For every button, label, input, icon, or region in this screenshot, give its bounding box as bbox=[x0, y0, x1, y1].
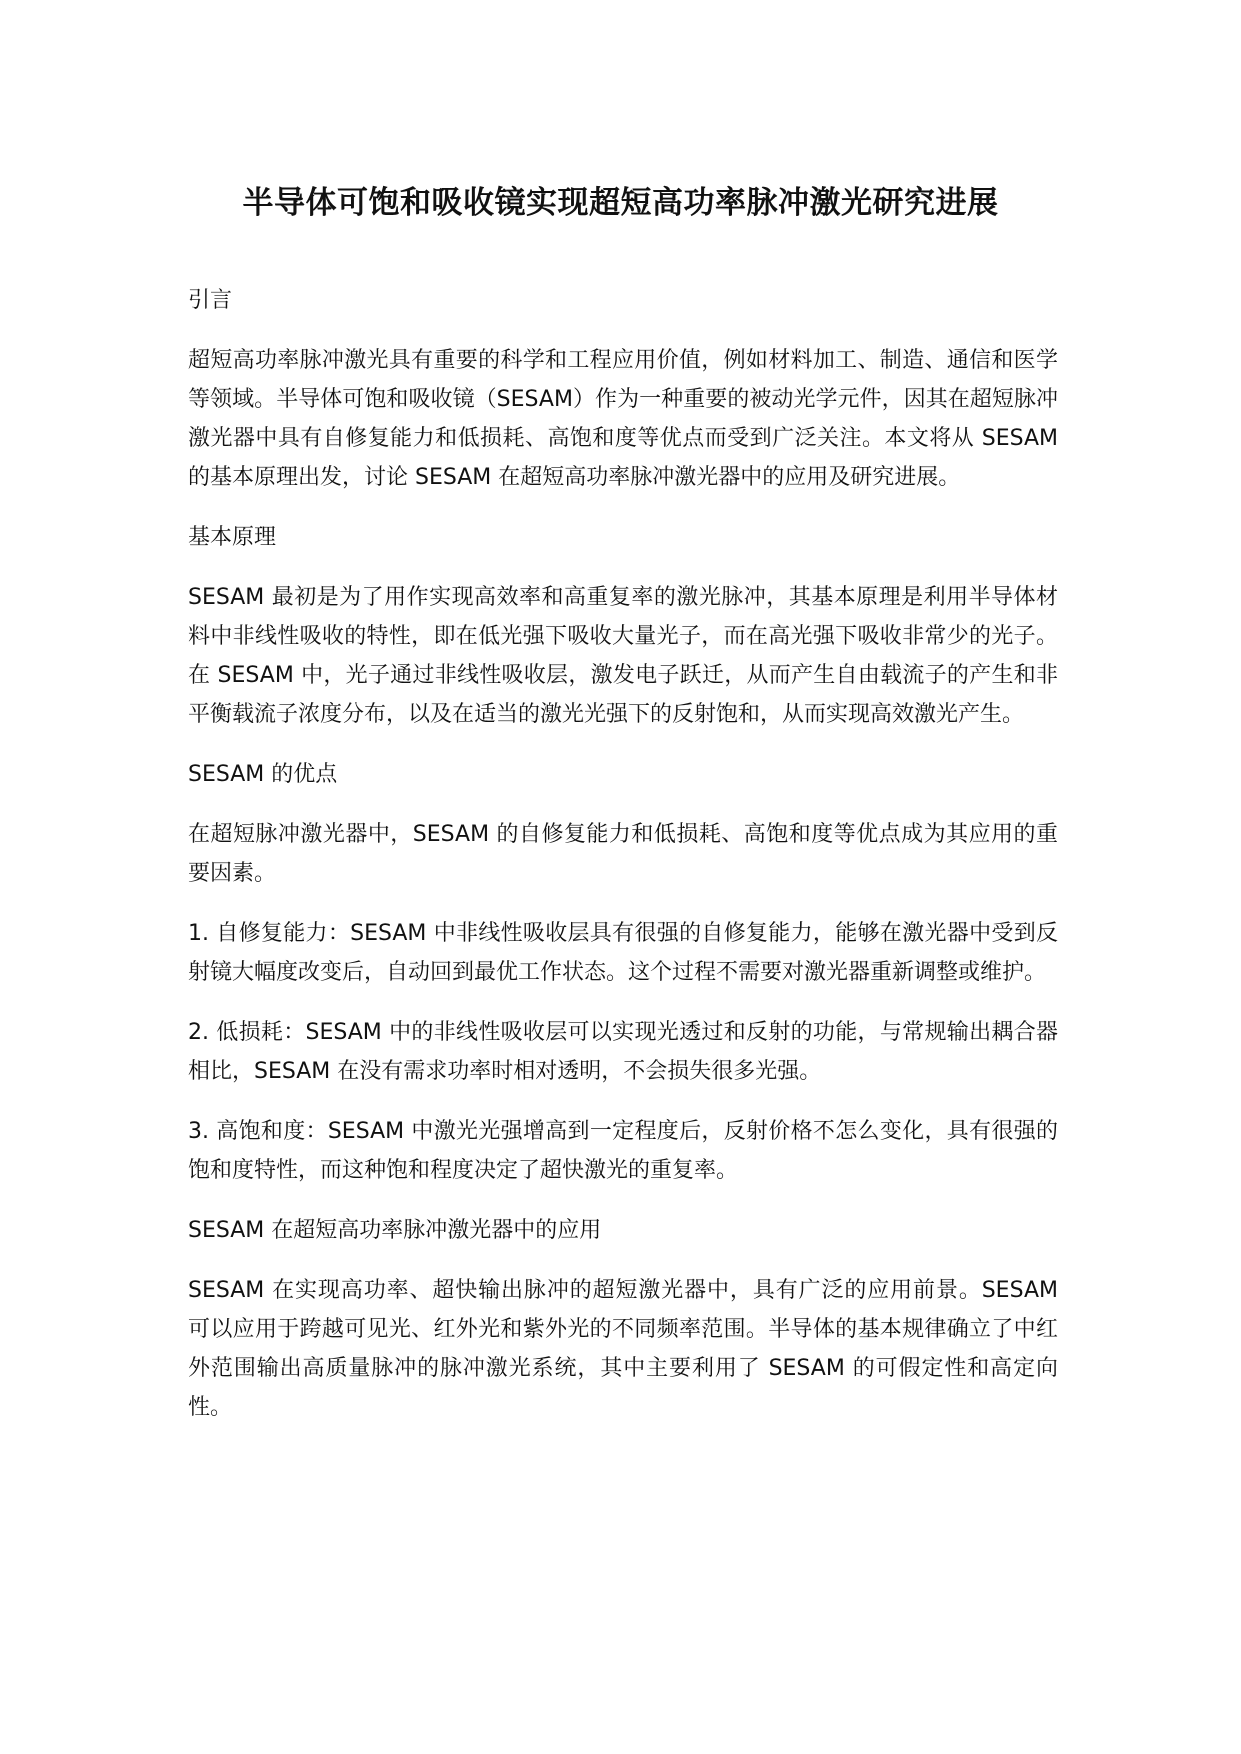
document-body bbox=[188, 281, 1058, 1448]
section-heading-advantages: SESAM 的优点 bbox=[188, 762, 338, 787]
document-title: 半导体可饱和吸收镜实现超短高功率脉冲激光研究进展 bbox=[242, 185, 999, 221]
principle-paragraph: SESAM 最初是为了用作实现高效率和高重复率的激光脉冲，其基本原理是利用半导体材料中非线性吸收的特性，即在低光强下吸收大量光子，而在高光强下吸收非常少的光子。在 SESAM 中，光子通过非线性吸收层，激发电子跃迁，从而产生自由载流子的产生和非平衡载流子浓度分布，以及在适当的激光光强下的反射饱和，从而实现高效激光产生。 bbox=[188, 585, 1058, 727]
advantages-list-item: 3. 高饱和度：SESAM 中激光光强增高到一定程度后，反射价格不怎么变化，具有很强的饱和度特性，而这种饱和程度决定了超快激光的重复率。 bbox=[188, 1119, 1058, 1183]
advantages-paragraph: 在超短脉冲激光器中，SESAM 的自修复能力和低损耗、高饱和度等优点成为其应用的重要因素。 bbox=[188, 822, 1058, 886]
section-heading-application: SESAM 在超短高功率脉冲激光器中的应用 bbox=[188, 1218, 602, 1243]
advantages-list-item: 1. 自修复能力：SESAM 中非线性吸收层具有很强的自修复能力，能够在激光器中受到反射镜大幅度改变后，自动回到最优工作状态。这个过程不需要对激光器重新调整或维护。 bbox=[188, 921, 1058, 985]
section-heading-principle: 基本原理 bbox=[188, 525, 277, 550]
section-heading-intro: 引言 bbox=[188, 288, 233, 313]
application-paragraph: SESAM 在实现高功率、超快输出脉冲的超短激光器中，具有广泛的应用前景。SESAM 可以应用于跨越可见光、红外光和紫外光的不同频率范围。半导体的基本规律确立了中红外范围输出高质量脉冲的脉冲激光系统，其中主要利用了 SESAM 的可假定性和高定向性。 bbox=[188, 1278, 1058, 1420]
advantages-list-item: 2. 低损耗：SESAM 中的非线性吸收层可以实现光透过和反射的功能，与常规输出耦合器相比，SESAM 在没有需求功率时相对透明，不会损失很多光强。 bbox=[188, 1020, 1058, 1084]
intro-paragraph: 超短高功率脉冲激光具有重要的科学和工程应用价值，例如材料加工、制造、通信和医学等领域。半导体可饱和吸收镜（SESAM）作为一种重要的被动光学元件，因其在超短脉冲激光器中具有自修复能力和低损耗、高饱和度等优点而受到广泛关注。本文将从 SESAM 的基本原理出发，讨论 SESAM 在超短高功率脉冲激光器中的应用及研究进展。 bbox=[188, 348, 1058, 490]
